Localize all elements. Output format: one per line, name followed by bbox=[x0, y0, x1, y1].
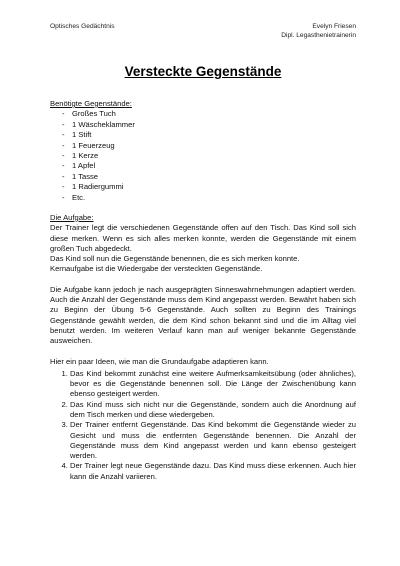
page-title: Versteckte Gegenstände bbox=[124, 64, 282, 79]
list-item: - Etc. bbox=[62, 192, 86, 202]
list-item: - 1 Radiergummi bbox=[62, 182, 124, 192]
list-item: - 1 Apfel bbox=[62, 161, 96, 171]
task-section bbox=[50, 213, 356, 275]
author-title: Dipl. Legasthenietrainerin bbox=[281, 32, 356, 39]
ideas-list bbox=[50, 369, 356, 482]
list-item: - 1 Feuerzeug bbox=[62, 140, 115, 150]
materials-heading: Benötigte Gegenstände: bbox=[50, 99, 132, 108]
list-item: 3. Der Trainer entfernt Gegenstände. Das Kind bekommt die Gegenstände wieder zu Gesicht und muss die entfernten Gegenstände benennen. Die Anzahl der Gegenstände muss dem Kind angepasst werden und kann ebenso gesteigert werden. bbox=[70, 420, 356, 461]
task-paragraph: Kernaufgabe ist die Wiedergabe der versteckten Gegenstände. bbox=[50, 264, 263, 274]
list-item: - 1 Wäscheklammer bbox=[62, 119, 135, 129]
page-header bbox=[50, 22, 356, 40]
list-item: - Großes Tuch bbox=[62, 109, 116, 119]
adapt-section bbox=[50, 285, 356, 347]
list-item: 2. Das Kind muss sich nicht nur die Gegenstände, sondern auch die Anordnung auf dem Tisch merken und diese wiedergeben. bbox=[70, 400, 356, 421]
author-name: Evelyn Friesen bbox=[312, 23, 356, 30]
list-item: - 1 Tasse bbox=[62, 171, 99, 181]
task-paragraph: Der Trainer legt die verschiedenen Gegenstände offen auf den Tisch. Das Kind soll sich diese merken. Wenn es sich alles merken konnte, werden die Gegenstände mit einem großen Tuch abgedeckt. bbox=[50, 223, 356, 253]
task-heading: Die Aufgabe: bbox=[50, 212, 94, 222]
list-item: - 1 Kerze bbox=[62, 150, 99, 160]
header-topic: Optisches Gedächtnis bbox=[50, 23, 115, 30]
list-item: - 1 Stift bbox=[62, 130, 92, 140]
materials-list bbox=[50, 109, 356, 203]
adapt-paragraph: Die Aufgabe kann jedoch je nach ausgeprägten Sinneswahrnehmungen adaptiert werden. Auch die Anzahl der Gegenstände muss dem Kind angepasst werden. Bewährt haben sich zu Beginn der Übung 5-6 Gegenstände. Auch sollten zu Beginn des Trainings Gegenstände gewählt werden, die dem Kind schon bekannt sind und die im Alltag viel benutzt werden. Im weiteren Verlauf kann man auf weniger bekannte Gegenstände ausweichen. bbox=[50, 284, 356, 346]
list-item: 1. Das Kind bekommt zunächst eine weitere Aufmerksamkeitsübung (oder ähnliches), bevor es die Gegenstände benennen soll. Die Länge der Zwischenübung kann ebenso gesteigert werden. bbox=[70, 369, 356, 400]
ideas-intro: Hier ein paar Ideen, wie man die Grundaufgabe adaptieren kann. bbox=[50, 356, 269, 366]
materials-section bbox=[50, 99, 356, 203]
header-author bbox=[281, 22, 356, 40]
task-paragraph: Das Kind soll nun die Gegenstände benennen, die es sich merken konnte. bbox=[50, 254, 300, 264]
list-item: 4. Der Trainer legt neue Gegenstände dazu. Das Kind muss diese erkennen. Auch hier kann die Anzahl variieren. bbox=[70, 461, 356, 482]
ideas-section bbox=[50, 357, 356, 483]
